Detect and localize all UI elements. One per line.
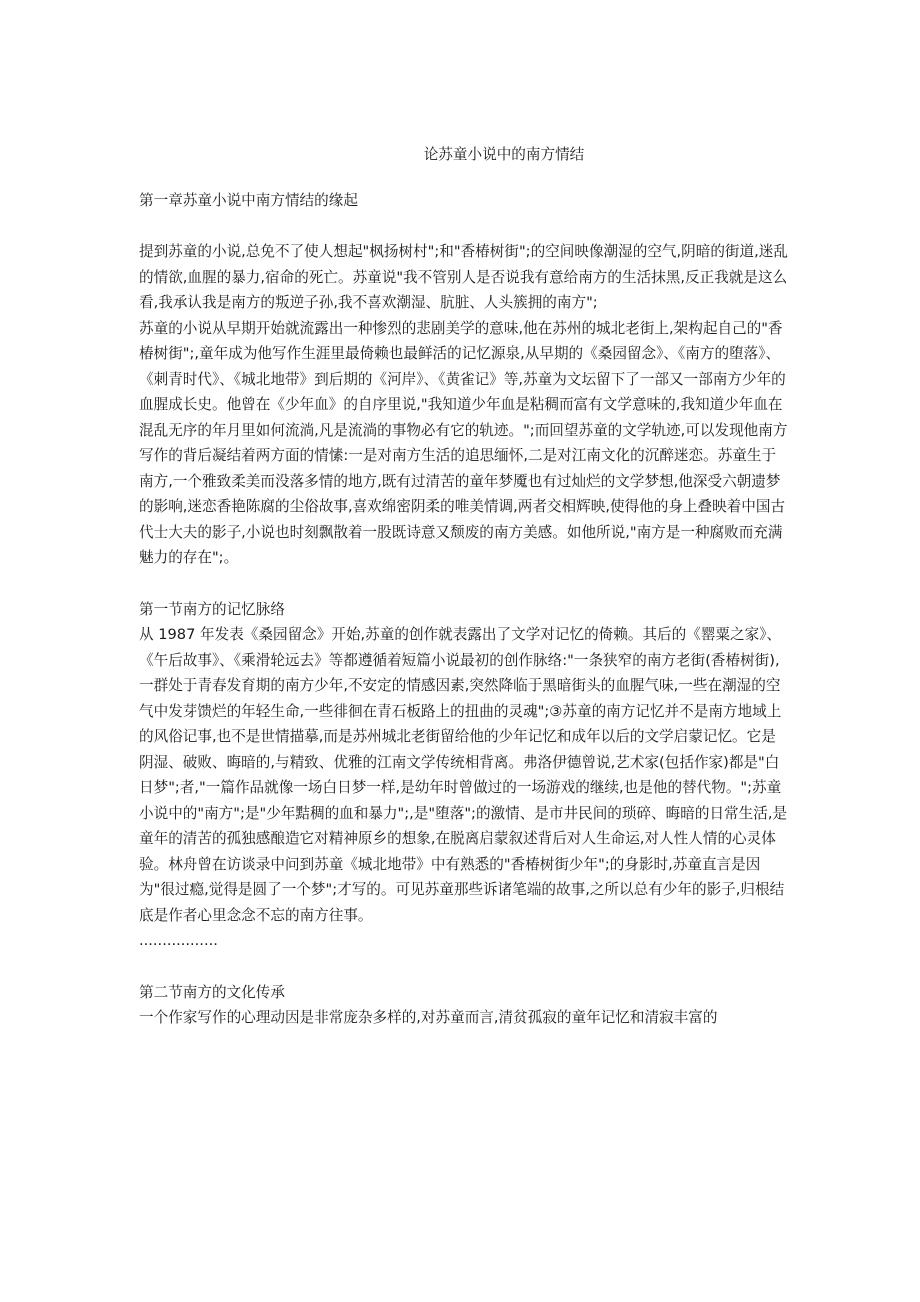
section-1-heading: 第一节南方的记忆脉络 (139, 600, 285, 618)
ellipsis: ................. (139, 932, 218, 949)
spacer (139, 571, 789, 597)
section-2-heading: 第二节南方的文化传承 (139, 983, 285, 1001)
chapter-heading: 第一章苏童小说中南方情结的缘起 (139, 191, 358, 209)
document-title: 论苏童小说中的南方情结 (423, 146, 585, 163)
chapter-paragraph-2: 苏童的小说从早期开始就流露出一种惨烈的悲剧美学的意味,他在苏州的城北老街上,架构起自己的"香椿树街";,童年成为他写作生涯里最倚赖也最鲜活的记忆源泉,从早期的《桑园留念》、《南方的堕落》、《刺青时代》、《城北地带》到后期的《河岸》、《黄雀记》等,苏童为文坛留下了一部又一部南方少年的血腥成长史。他曾在《少年血》的自序里说,"我知道少年血是粘稠而富有文学意味的,我知道少年血在混乱无序的年月里如何流淌,凡是流淌的事物必有它的轨迹。";而回望苏童的文学轨迹,可以发现他南方写作的背后凝结着两方面的情愫:一是对南方生活的追思缅怀,二是对江南文化的沉醉迷恋。苏童生于南方,一个雅致柔美而没落多情的地方,既有过清苦的童年梦魇也有过灿烂的文学梦想,他深受六朝遗梦的影响,迷恋香艳陈腐的尘俗故事,喜欢绵密阴柔的唯美情调,两者交相辉映,使得他的身上叠映着中国古代士大夫的影子,小说也时刻飘散着一股既诗意又颓废的南方美感。如他所说,"南方是一种腐败而充满魅力的存在";。 (139, 319, 788, 566)
section-1-paragraph: 从 1987 年发表《桑园留念》开始,苏童的创作就表露出了文学对记忆的倚赖。其后的《罂粟之家》、《午后故事》、《乘滑轮远去》等都遵循着短篇小说最初的创作脉络:"一条狭窄的南方老街(香椿树街),一群处于青春发育期的南方少年,不安定的情感因素,突然降临于黑暗街头的血腥气味,一些在潮湿的空气中发芽馈烂的年轻生命,一些徘徊在青石板路上的扭曲的灵魂";③苏童的南方记忆并不是南方地域上的风俗记事,也不是世情描摹,而是苏州城北老街留给他的少年记忆和成年以后的文学启蒙记忆。它是阴湿、破败、晦暗的,与精致、优雅的江南文学传统相背离。弗洛伊德曾说,艺术家(包括作家)都是"白日梦";者,"一篇作品就像一场白日梦一样,是幼年时曾做过的一场游戏的继续,也是他的替代物。";苏童小说中的"南方";是"少年黠稠的血和暴力";,是"堕落";的激情、是市井民间的琐碎、晦暗的日常生活,是童年的清苦的孤独感酿造它对精神原乡的想象,在脱离启蒙叙述背后对人生命运,对人性人情的心灵体验。林舟曾在访谈录中问到苏童《城北地带》中有熟悉的"香椿树街少年";的身影时,苏童直言是因为"很过瘾,觉得是圆了一个梦";才写的。可见苏童那些诉诸笔端的故事,之所以总有少年的影子,归根结底是作者心里念念不忘的南方往事。 (139, 626, 788, 924)
document-page (139, 142, 789, 1031)
spacer (139, 954, 789, 980)
section-2-paragraph: 一个作家写作的心理动因是非常庞杂多样的,对苏童而言,清贫孤寂的童年记忆和清寂丰富的 (139, 1009, 718, 1026)
chapter-paragraph-1: 提到苏童的小说,总免不了使人想起"枫扬树村";和"香椿树街";的空间映像潮湿的空气,阴暗的街道,迷乱的情欲,血腥的暴力,宿命的死亡。苏童说"我不管别人是否说我有意给南方的生活抹黑,反正我就是这么看,我承认我是南方的叛逆子孙,我不喜欢潮湿、肮脏、人头簇拥的南方"; (139, 243, 788, 311)
